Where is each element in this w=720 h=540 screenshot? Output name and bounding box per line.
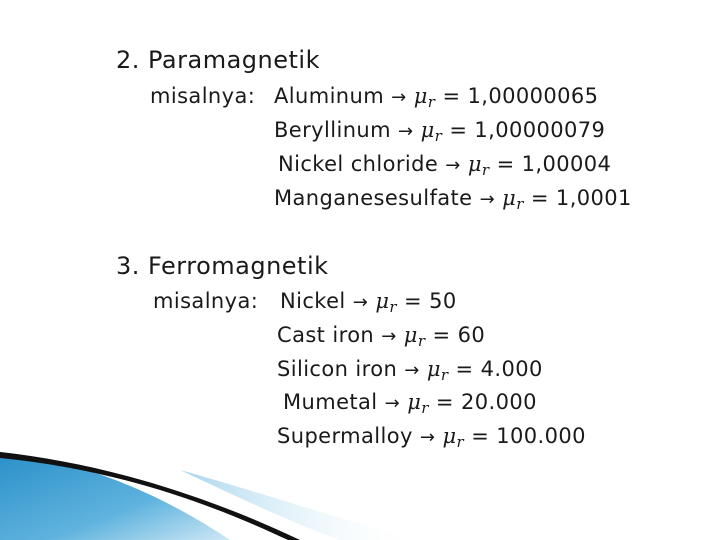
material-value: = 1,00000079 (449, 118, 606, 142)
arrow-icon: → (391, 87, 407, 108)
mu-symbol: μ (502, 186, 517, 210)
mu-symbol: μ (413, 84, 428, 108)
material-name: Supermalloy (277, 424, 413, 448)
mu-symbol: μ (407, 390, 422, 414)
material-name: Silicon iron (277, 357, 398, 381)
mu-symbol: μ (403, 323, 418, 347)
material-name: Manganesesulfate (274, 186, 473, 210)
mu-subscript: r (481, 161, 490, 179)
mu-subscript: r (516, 195, 524, 213)
mu-symbol: μ (375, 289, 390, 313)
mu-symbol: μ (420, 118, 435, 142)
arrow-icon: → (352, 292, 369, 313)
mu-symbol: μ (426, 357, 441, 381)
material-value: = 20.000 (435, 390, 537, 414)
section-heading-paramagnetik: 2. Paramagnetik (116, 46, 320, 74)
mu-subscript: r (440, 366, 449, 384)
mu-subscript: r (456, 433, 465, 451)
section-heading-ferromagnetik: 3. Ferromagnetik (116, 252, 329, 280)
mu-symbol: μ (442, 424, 457, 448)
material-name: Cast iron (277, 323, 375, 347)
material-name: Beryllinum (274, 118, 391, 142)
material-value: = 100.000 (471, 424, 586, 448)
material-value: = 60 (432, 323, 486, 347)
lead-label: misalnya: (150, 84, 256, 108)
material-value: = 4.000 (455, 357, 543, 381)
mu-subscript: r (421, 399, 429, 417)
arrow-icon: → (398, 121, 414, 142)
arrow-icon: → (445, 155, 461, 176)
material-value: = 1,00000065 (442, 84, 599, 108)
material-name: Nickel chloride (278, 152, 439, 176)
arrow-icon: → (381, 326, 397, 347)
material-name: Aluminum (274, 84, 385, 108)
material-value: = 1,00004 (496, 152, 612, 176)
mu-subscript: r (434, 127, 443, 145)
material-value: = 1,0001 (530, 186, 632, 210)
arrow-icon: → (419, 427, 436, 448)
material-name: Nickel (280, 289, 346, 313)
mu-symbol: μ (467, 152, 482, 176)
lead-label: misalnya: (153, 289, 259, 313)
mu-subscript: r (417, 332, 426, 350)
swoosh-blue (0, 452, 230, 540)
mu-subscript: r (427, 93, 436, 111)
material-name: Mumetal (283, 390, 378, 414)
arrow-icon: → (479, 189, 496, 210)
arrow-icon: → (384, 393, 401, 414)
material-value: = 50 (404, 289, 457, 313)
arrow-icon: → (404, 360, 420, 381)
mu-subscript: r (389, 298, 397, 316)
